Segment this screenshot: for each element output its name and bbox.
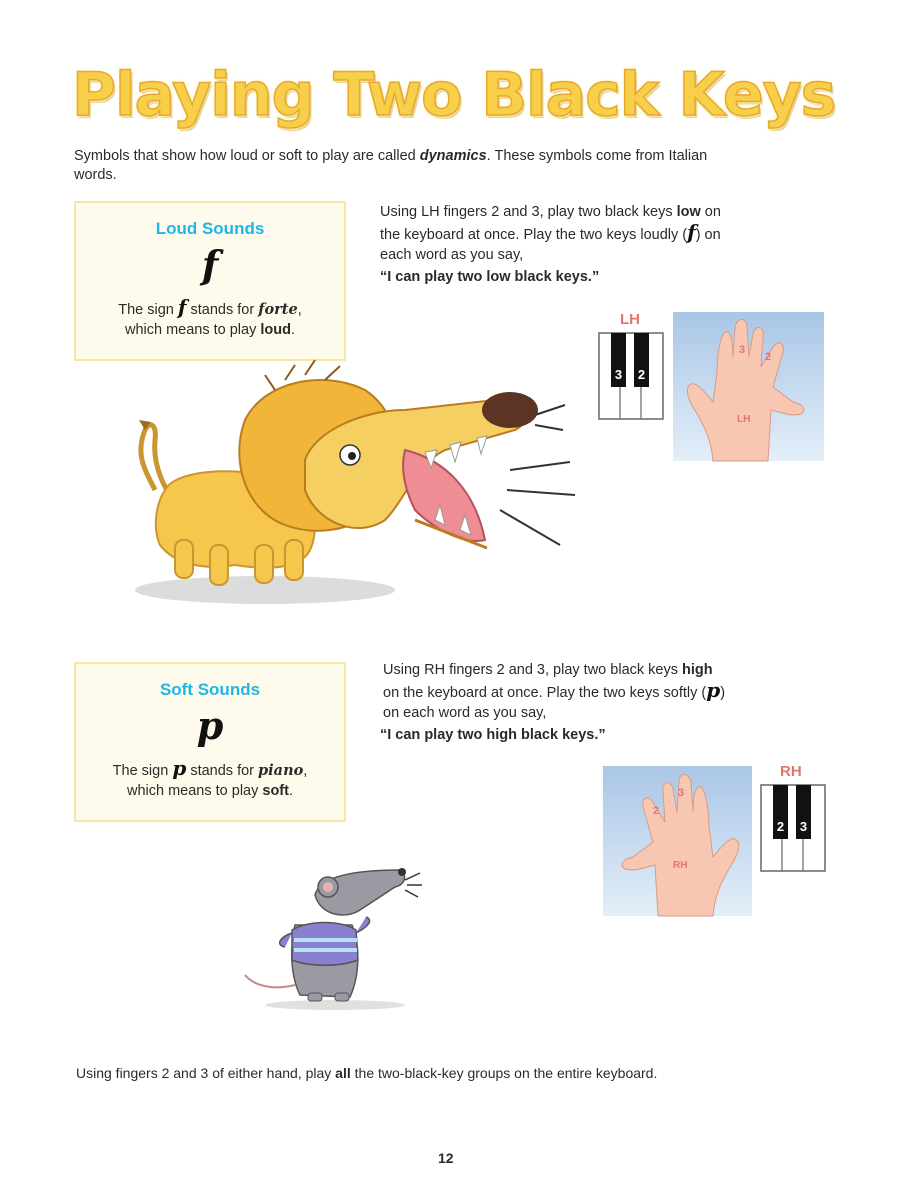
roaring-lion-illustration: [115, 370, 580, 615]
lh-palm-label: LH: [737, 414, 751, 425]
lh-key-finger-2: 2: [637, 367, 646, 382]
footer-instructions: Using fingers 2 and 3 of either hand, play all the two-black-key groups on the entire keyboard.: [76, 1065, 658, 1081]
loud-sounds-heading: Loud Sounds: [155, 219, 265, 238]
term-dynamics: dynamics: [419, 148, 487, 164]
lh-keyboard-diagram: [598, 332, 664, 420]
lh-hand-illustration: [673, 312, 824, 461]
page-number: 12: [438, 1150, 454, 1166]
lh-finger-3-label: 3: [739, 344, 746, 356]
lh-key-finger-3: 3: [614, 367, 623, 382]
soft-instructions: Using RH fingers 2 and 3, play two black keys high on the keyboard at once. Play the two keys softly (p) on each word as you say,: [383, 662, 726, 721]
rh-palm-label: RH: [673, 860, 688, 871]
rh-finger-3-label: 3: [678, 787, 685, 799]
lh-label: LH: [620, 311, 640, 328]
rh-key-finger-2: 2: [776, 819, 785, 834]
soft-quote: “I can play two high black keys.”: [380, 727, 606, 743]
rh-label: RH: [780, 763, 802, 780]
forte-symbol: f: [201, 242, 219, 287]
piano-symbol: p: [196, 703, 224, 748]
lh-finger-2-label: 2: [765, 351, 772, 363]
piano-definition: The sign p stands for piano, which means to play soft.: [112, 756, 308, 799]
soft-sounds-box: [74, 662, 346, 822]
loud-quote: “I can play two low black keys.”: [380, 269, 600, 285]
loud-sounds-box: [74, 201, 346, 361]
loud-instructions: Using LH fingers 2 and 3, play two black keys low on the keyboard at once. Play the two keys loudly (f) on each word as you say,: [380, 204, 721, 263]
rh-hand-illustration: [603, 766, 752, 916]
rh-keyboard-diagram: [760, 784, 826, 872]
intro-paragraph: Symbols that show how loud or soft to play are called dynamics. These symbols come from Italian words.: [74, 148, 708, 183]
rh-finger-2-label: 2: [653, 805, 660, 817]
singing-mouse-illustration: [240, 865, 430, 1015]
page-title: Playing Two Black Keys: [72, 60, 836, 130]
soft-sounds-heading: Soft Sounds: [159, 680, 261, 699]
rh-key-finger-3: 3: [799, 819, 808, 834]
forte-definition: The sign f stands for forte, which means to play loud.: [118, 295, 302, 338]
